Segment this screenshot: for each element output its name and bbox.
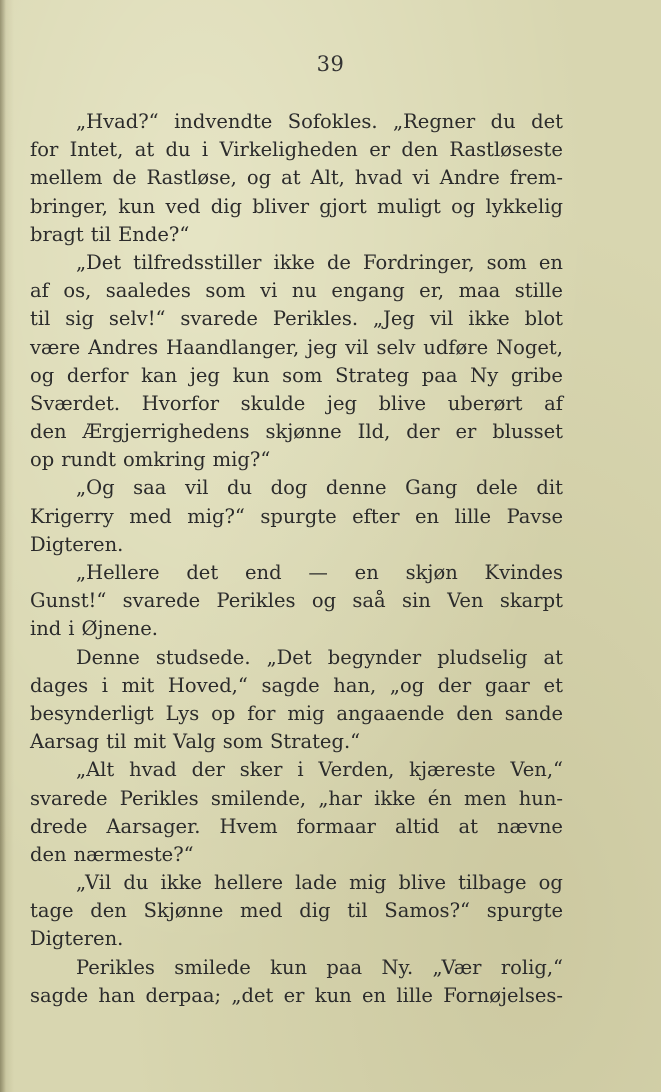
word: at xyxy=(543,645,563,669)
word: stille xyxy=(514,279,563,303)
word: kjæreste xyxy=(409,758,496,782)
word: denne xyxy=(325,476,387,500)
word: Fordringer, xyxy=(363,250,475,274)
word: skjøn xyxy=(405,561,458,584)
word: er, xyxy=(419,279,445,303)
word: er xyxy=(283,983,305,1007)
word: Gang xyxy=(405,476,458,500)
word: du xyxy=(490,110,516,133)
word: „det xyxy=(231,983,274,1007)
word: kun xyxy=(314,983,352,1007)
word: hvad xyxy=(129,758,177,782)
word: Strateg xyxy=(335,363,410,387)
text-line xyxy=(30,474,563,502)
text-line xyxy=(30,390,563,418)
word: Strateg.“ xyxy=(269,730,361,754)
word: Lys xyxy=(165,701,200,725)
word: er xyxy=(369,138,391,162)
word: paa xyxy=(326,955,363,979)
word: sagde xyxy=(261,673,320,697)
text-line xyxy=(30,362,563,390)
word: som xyxy=(282,363,323,387)
word: Andres xyxy=(88,335,159,359)
text-line xyxy=(30,531,563,559)
word: Aarsager. xyxy=(106,814,201,838)
word: i xyxy=(201,138,209,162)
word: sagde xyxy=(30,983,89,1007)
word: det xyxy=(186,561,219,584)
word: lade xyxy=(295,871,338,895)
text-line xyxy=(30,249,563,277)
word: kun xyxy=(270,955,308,979)
word: hellere xyxy=(214,871,284,895)
word: være xyxy=(30,335,81,359)
word: uberørt xyxy=(447,391,523,415)
text-line xyxy=(30,644,563,672)
text-line xyxy=(30,728,563,756)
word: mig xyxy=(349,871,387,895)
word: Digteren. xyxy=(30,927,124,951)
text-line xyxy=(30,982,563,1010)
word: op xyxy=(211,701,236,725)
word: „Hvad?“ xyxy=(76,110,159,133)
text-line xyxy=(30,869,563,897)
word: Samos?“ xyxy=(384,899,470,923)
text-line xyxy=(30,700,563,728)
word: rundt xyxy=(61,448,116,472)
word: de xyxy=(112,166,137,190)
word: nu xyxy=(291,279,317,303)
word: den xyxy=(401,138,439,162)
word: Ven xyxy=(447,589,484,613)
word: efter xyxy=(352,504,400,528)
word: angaaende xyxy=(336,701,445,725)
word: selv!“ xyxy=(108,307,166,331)
word: nævne xyxy=(496,814,563,838)
word: kun xyxy=(118,194,156,218)
word: for xyxy=(247,701,276,725)
text-line xyxy=(30,221,563,249)
word: Aarsag xyxy=(30,730,100,754)
word: dele xyxy=(475,476,518,500)
word: at xyxy=(134,138,155,162)
word: til xyxy=(90,222,112,246)
word: ved xyxy=(165,194,201,218)
word: Perikles. xyxy=(272,307,359,331)
word: muligt xyxy=(376,194,441,218)
word: altid xyxy=(394,814,440,838)
word: Intet, xyxy=(69,138,124,162)
word: Sværdet. xyxy=(30,391,121,415)
word: derpaa; xyxy=(145,983,222,1007)
word: „Og xyxy=(76,476,115,500)
word: er xyxy=(455,420,477,444)
word: blot xyxy=(524,307,563,331)
word: vil xyxy=(429,307,454,331)
text-line xyxy=(30,813,563,841)
word: begynder xyxy=(327,645,422,669)
word: udføre xyxy=(423,335,489,359)
word: Denne xyxy=(76,645,140,669)
word: Gunst!“ xyxy=(30,589,107,613)
word: dit xyxy=(536,476,563,500)
word: sin xyxy=(401,589,431,613)
word: Ende?“ xyxy=(118,222,190,246)
word: Perikles xyxy=(76,955,155,979)
word: ind xyxy=(30,617,62,641)
word: mig xyxy=(287,701,325,725)
text-line xyxy=(30,108,563,136)
word: Haandlanger, xyxy=(166,335,300,359)
word: en xyxy=(538,250,563,274)
word: Hvem xyxy=(219,814,278,838)
word: den xyxy=(30,420,67,444)
word: vi xyxy=(412,166,430,190)
word: Krigerry xyxy=(30,504,114,528)
word: svarede xyxy=(180,307,258,331)
text-line xyxy=(30,785,563,813)
word: bringer, xyxy=(30,194,108,218)
word: Ven,“ xyxy=(510,758,563,782)
word: saaledes xyxy=(105,279,191,303)
word: gjort xyxy=(319,194,367,218)
word: skulde xyxy=(240,391,306,415)
word: smilende, xyxy=(210,786,307,810)
word: pludselig xyxy=(437,645,528,669)
word: maa xyxy=(458,279,501,303)
word: lykkelig xyxy=(485,194,563,218)
word: skarpt xyxy=(499,589,563,613)
word: der xyxy=(406,420,440,444)
word: svarede xyxy=(122,589,201,613)
word: formaar xyxy=(296,814,376,838)
text-line xyxy=(30,756,563,784)
word: der xyxy=(191,758,225,782)
word: Verden, xyxy=(318,758,395,782)
word: en xyxy=(354,561,379,584)
word: paa xyxy=(421,363,458,387)
word: Skjønne xyxy=(143,899,224,923)
word: at xyxy=(458,814,478,838)
word: til xyxy=(347,899,368,923)
word: dog xyxy=(270,476,308,500)
word: omkring xyxy=(123,448,206,472)
word: dig xyxy=(299,899,331,923)
word: du xyxy=(123,871,149,895)
word: den xyxy=(90,899,127,923)
word: mit xyxy=(133,730,167,754)
word: Ny xyxy=(470,363,499,387)
word: jeg xyxy=(307,335,338,359)
word: hun- xyxy=(518,786,563,810)
word: „Hellere xyxy=(76,561,160,584)
word: som xyxy=(486,250,527,274)
word: blive xyxy=(378,391,427,415)
word: der xyxy=(437,673,472,697)
word: at xyxy=(281,166,301,190)
word: gribe xyxy=(510,363,563,387)
word: mig?“ xyxy=(212,448,271,472)
word: „Regner xyxy=(393,110,476,133)
word: skjønne xyxy=(265,420,342,444)
word: mig?“ xyxy=(187,504,245,528)
word: derfor xyxy=(66,363,129,387)
word: tage xyxy=(30,899,74,923)
text-line xyxy=(30,615,563,643)
word: lille xyxy=(454,504,492,528)
word: Ny. xyxy=(381,955,414,979)
word: de xyxy=(326,250,351,274)
word: den xyxy=(456,701,493,725)
word: indvendte xyxy=(174,110,273,133)
text-line xyxy=(30,672,563,700)
word: ikke xyxy=(374,786,416,810)
text-line xyxy=(30,503,563,531)
word: studsede. xyxy=(155,645,251,669)
word: for xyxy=(30,138,59,162)
word: selv xyxy=(376,335,416,359)
word: spurgte xyxy=(260,504,337,528)
word: mellem xyxy=(30,166,103,190)
word: Ild, xyxy=(357,420,391,444)
word: som xyxy=(222,730,263,754)
word: men xyxy=(463,786,507,810)
word: dig xyxy=(210,194,242,218)
word: til xyxy=(106,730,127,754)
word: blive xyxy=(398,871,446,895)
text-line xyxy=(30,164,563,192)
word: Rastløse, xyxy=(146,166,237,190)
word: med xyxy=(240,899,283,923)
word: os, xyxy=(63,279,92,303)
word: en xyxy=(362,983,387,1007)
word: den xyxy=(30,842,67,866)
word: saa xyxy=(133,476,167,500)
text-line xyxy=(30,954,563,982)
word: Perikles xyxy=(119,786,199,810)
word: rolig,“ xyxy=(500,955,563,979)
word: Pavse xyxy=(506,504,563,528)
word: og xyxy=(538,871,563,895)
word: ikke xyxy=(273,250,315,274)
word: Kvindes xyxy=(484,561,563,584)
word: hvad xyxy=(354,166,403,190)
word: Fornøjelses- xyxy=(443,983,563,1007)
text-line xyxy=(30,587,563,615)
word: af xyxy=(544,391,563,415)
word: kun xyxy=(232,363,270,387)
word: engang xyxy=(331,279,405,303)
word: sande xyxy=(504,701,563,725)
word: Virkeligheden xyxy=(219,138,358,162)
word: Ærgjerrighedens xyxy=(82,420,250,444)
word: du xyxy=(165,138,191,162)
word: tilfredsstiller xyxy=(133,250,262,274)
text-line xyxy=(30,446,563,474)
body-text xyxy=(30,108,563,1010)
word: tilbage xyxy=(458,871,527,895)
word: og xyxy=(30,363,55,387)
word: lille xyxy=(396,983,433,1007)
word: „Alt xyxy=(76,758,115,782)
text-line xyxy=(30,418,563,446)
text-line xyxy=(30,897,563,925)
word: Hvorfor xyxy=(141,391,220,415)
word: frem- xyxy=(509,166,563,190)
word: som xyxy=(205,279,246,303)
word: — xyxy=(308,561,328,584)
word: til xyxy=(30,307,51,331)
word: det xyxy=(531,110,563,133)
word: smilede xyxy=(174,955,251,979)
text-line xyxy=(30,277,563,305)
word: vi xyxy=(260,279,278,303)
word: saå xyxy=(352,589,386,613)
word: Digteren. xyxy=(30,532,124,556)
word: gaar xyxy=(484,673,530,697)
text-line xyxy=(30,559,563,587)
text-line xyxy=(30,136,563,164)
word: én xyxy=(427,786,452,810)
text-line xyxy=(30,305,563,333)
word: blusset xyxy=(492,420,563,444)
word: han xyxy=(98,983,136,1007)
word: Perikles xyxy=(216,589,296,613)
word: „og xyxy=(389,673,425,697)
text-line xyxy=(30,841,563,869)
word: mit xyxy=(121,673,155,697)
word: og xyxy=(246,166,272,190)
word: kan xyxy=(141,363,178,387)
word: han, xyxy=(333,673,377,697)
word: i xyxy=(297,758,304,782)
word: vil xyxy=(345,335,369,359)
word: en xyxy=(415,504,440,528)
word: nærmeste?“ xyxy=(73,842,194,866)
word: drede xyxy=(30,814,88,838)
word: Valg xyxy=(173,730,216,754)
word: Andre xyxy=(439,166,500,190)
text-line xyxy=(30,193,563,221)
word: af xyxy=(30,279,49,303)
word: Sofokles. xyxy=(287,110,378,133)
word: Hoved,“ xyxy=(167,673,248,697)
word: ikke xyxy=(160,871,202,895)
word: „Det xyxy=(76,250,122,274)
word: ikke xyxy=(468,307,510,331)
word: et xyxy=(543,673,563,697)
word: spurgte xyxy=(486,899,563,923)
word: „Det xyxy=(266,645,312,669)
word: Rastløseste xyxy=(449,138,563,162)
word: i xyxy=(101,673,109,697)
binding-edge xyxy=(0,0,6,1092)
word: jeg xyxy=(189,363,220,387)
word: besynderligt xyxy=(30,701,154,725)
word: svarede xyxy=(30,786,108,810)
word: Alt, xyxy=(310,166,345,190)
word: „har xyxy=(318,786,362,810)
word: sker xyxy=(239,758,283,782)
word: og xyxy=(451,194,476,218)
word: „Vil xyxy=(76,871,112,895)
word: og xyxy=(311,589,337,613)
page-number: 39 xyxy=(316,52,345,76)
word: „Jeg xyxy=(372,307,415,331)
text-line xyxy=(30,925,563,953)
word: op xyxy=(30,448,55,472)
word: Øjnene. xyxy=(81,617,158,641)
word: i xyxy=(68,617,75,641)
word: bliver xyxy=(252,194,310,218)
word: jeg xyxy=(326,391,357,415)
word: sig xyxy=(65,307,94,331)
text-line xyxy=(30,334,563,362)
word: bragt xyxy=(30,222,84,246)
word: vil xyxy=(184,476,209,500)
word: „Vær xyxy=(432,955,482,979)
word: du xyxy=(227,476,253,500)
word: dages xyxy=(30,673,89,697)
word: Noget, xyxy=(496,335,563,359)
word: end xyxy=(244,561,282,584)
word: med xyxy=(129,504,172,528)
